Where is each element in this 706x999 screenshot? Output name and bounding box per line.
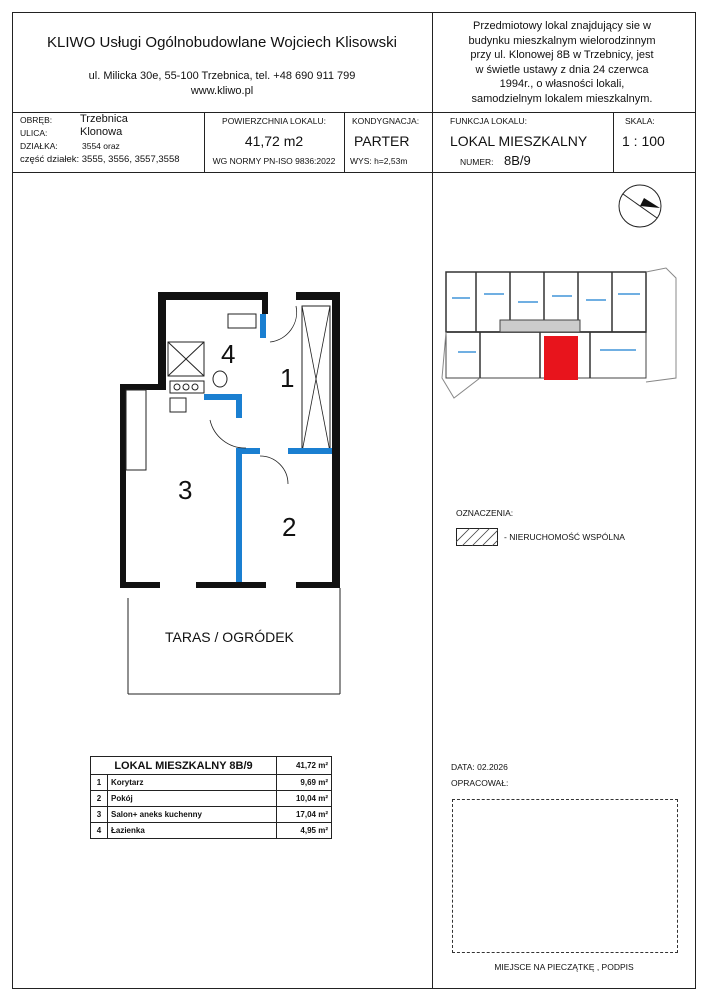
divider-info xyxy=(12,172,695,173)
dzialka-value: 3554 oraz xyxy=(82,141,120,151)
table-row xyxy=(91,807,332,823)
room-label-3: 3 xyxy=(178,475,193,505)
date-label: DATA: 02.2026 xyxy=(451,762,508,772)
area-value: 41,72 m2 xyxy=(244,133,304,149)
function-label: FUNKCJA LOKALU: xyxy=(450,116,527,126)
bathroom-block xyxy=(166,300,262,336)
floor-value: PARTER xyxy=(354,133,410,149)
row-name: Łazienka xyxy=(108,823,277,839)
highlighted-apartment xyxy=(544,336,578,380)
table-total: 41,72 m² xyxy=(277,757,332,775)
burner xyxy=(174,384,180,390)
table-header xyxy=(91,757,332,775)
divider-vertical xyxy=(432,12,433,988)
toilet xyxy=(213,371,227,387)
key-plan xyxy=(440,258,680,403)
ulica-label: ULICA: xyxy=(20,128,48,138)
row-no: 2 xyxy=(91,791,108,807)
row-name: Korytarz xyxy=(108,775,277,791)
company-website: www.kliwo.pl xyxy=(190,85,254,97)
number-value: 8B/9 xyxy=(504,153,531,168)
info-divider xyxy=(344,112,345,172)
number-label: NUMER: xyxy=(460,157,494,167)
room-label-2: 2 xyxy=(282,512,297,542)
stove xyxy=(170,381,204,393)
room-label-4: 4 xyxy=(221,339,236,369)
door-swing xyxy=(210,420,246,448)
prepared-label: OPRACOWAŁ: xyxy=(451,778,509,788)
table-title: LOKAL MIESZKALNY 8B/9 xyxy=(91,757,277,775)
row-no: 4 xyxy=(91,823,108,839)
stamp-box xyxy=(452,799,678,953)
floor-label: KONDYGNACJA: xyxy=(352,116,420,126)
row-area: 4,95 m² xyxy=(277,823,332,839)
table-row xyxy=(91,791,332,807)
company-name: KLIWO Usługi Ogólnobudowlane Wojciech Klisowski xyxy=(47,34,397,51)
walls xyxy=(120,292,340,588)
door-swing xyxy=(270,306,297,342)
row-no: 1 xyxy=(91,775,108,791)
scale-value: 1 : 100 xyxy=(622,133,665,149)
door-swing xyxy=(260,456,288,484)
key-plan-outline xyxy=(646,268,676,382)
function-value: LOKAL MIESZKALNY xyxy=(450,133,588,149)
hatch-swatch-icon xyxy=(456,528,498,546)
row-name: Pokój xyxy=(108,791,277,807)
kitchen-sink xyxy=(170,398,186,412)
kitchen-counter xyxy=(126,390,146,470)
row-area: 9,69 m² xyxy=(277,775,332,791)
scale-label: SKALA: xyxy=(625,116,655,126)
burner xyxy=(192,384,198,390)
legal-notice: Przedmiotowy lokal znajdujący sie w budynku mieszkalnym wielorodzinnym przy ul. Klonowej 8B w Trzebnicy, jest w świetle ustawy z dnia 24 czerwca 1994r., o własności lokali, samodzielnym lokalem mieszkalnym. xyxy=(468,20,656,105)
row-area: 17,04 m² xyxy=(277,807,332,823)
legend-title: OZNACZENIA: xyxy=(456,508,514,518)
floor-height: WYS: h=2,53m xyxy=(350,156,408,166)
ulica-value: Klonowa xyxy=(80,126,123,138)
burner xyxy=(183,384,189,390)
north-arrow-icon xyxy=(616,182,664,230)
area-norm: WG NORMY PN-ISO 9836:2022 xyxy=(212,156,336,166)
company-address: ul. Milicka 30e, 55-100 Trzebnica, tel. +48 690 911 799 xyxy=(88,70,356,82)
room-label-1: 1 xyxy=(280,363,295,393)
table-row xyxy=(91,823,332,839)
common-area-hatch xyxy=(500,320,580,332)
dzialka-label: DZIAŁKA: xyxy=(20,141,58,151)
terrace-label: TARAS / OGRÓDEK xyxy=(165,629,294,645)
info-divider xyxy=(613,112,614,172)
row-name: Salon+ aneks kuchenny xyxy=(108,807,277,823)
area-label: POWIERZCHNIA LOKALU: xyxy=(222,116,326,126)
rooms-table xyxy=(90,756,332,839)
row-area: 10,04 m² xyxy=(277,791,332,807)
legend-common-property: - NIERUCHOMOŚĆ WSPÓLNA xyxy=(504,532,625,542)
table-row xyxy=(91,775,332,791)
obreb-value: Trzebnica xyxy=(80,113,128,125)
czesc-dzialek: część działek: 3555, 3556, 3557,3558 xyxy=(20,154,180,165)
stamp-place-label: MIEJSCE NA PIECZĄTKĘ , PODPIS xyxy=(494,962,634,972)
obreb-label: OBRĘB: xyxy=(20,115,53,125)
row-no: 3 xyxy=(91,807,108,823)
